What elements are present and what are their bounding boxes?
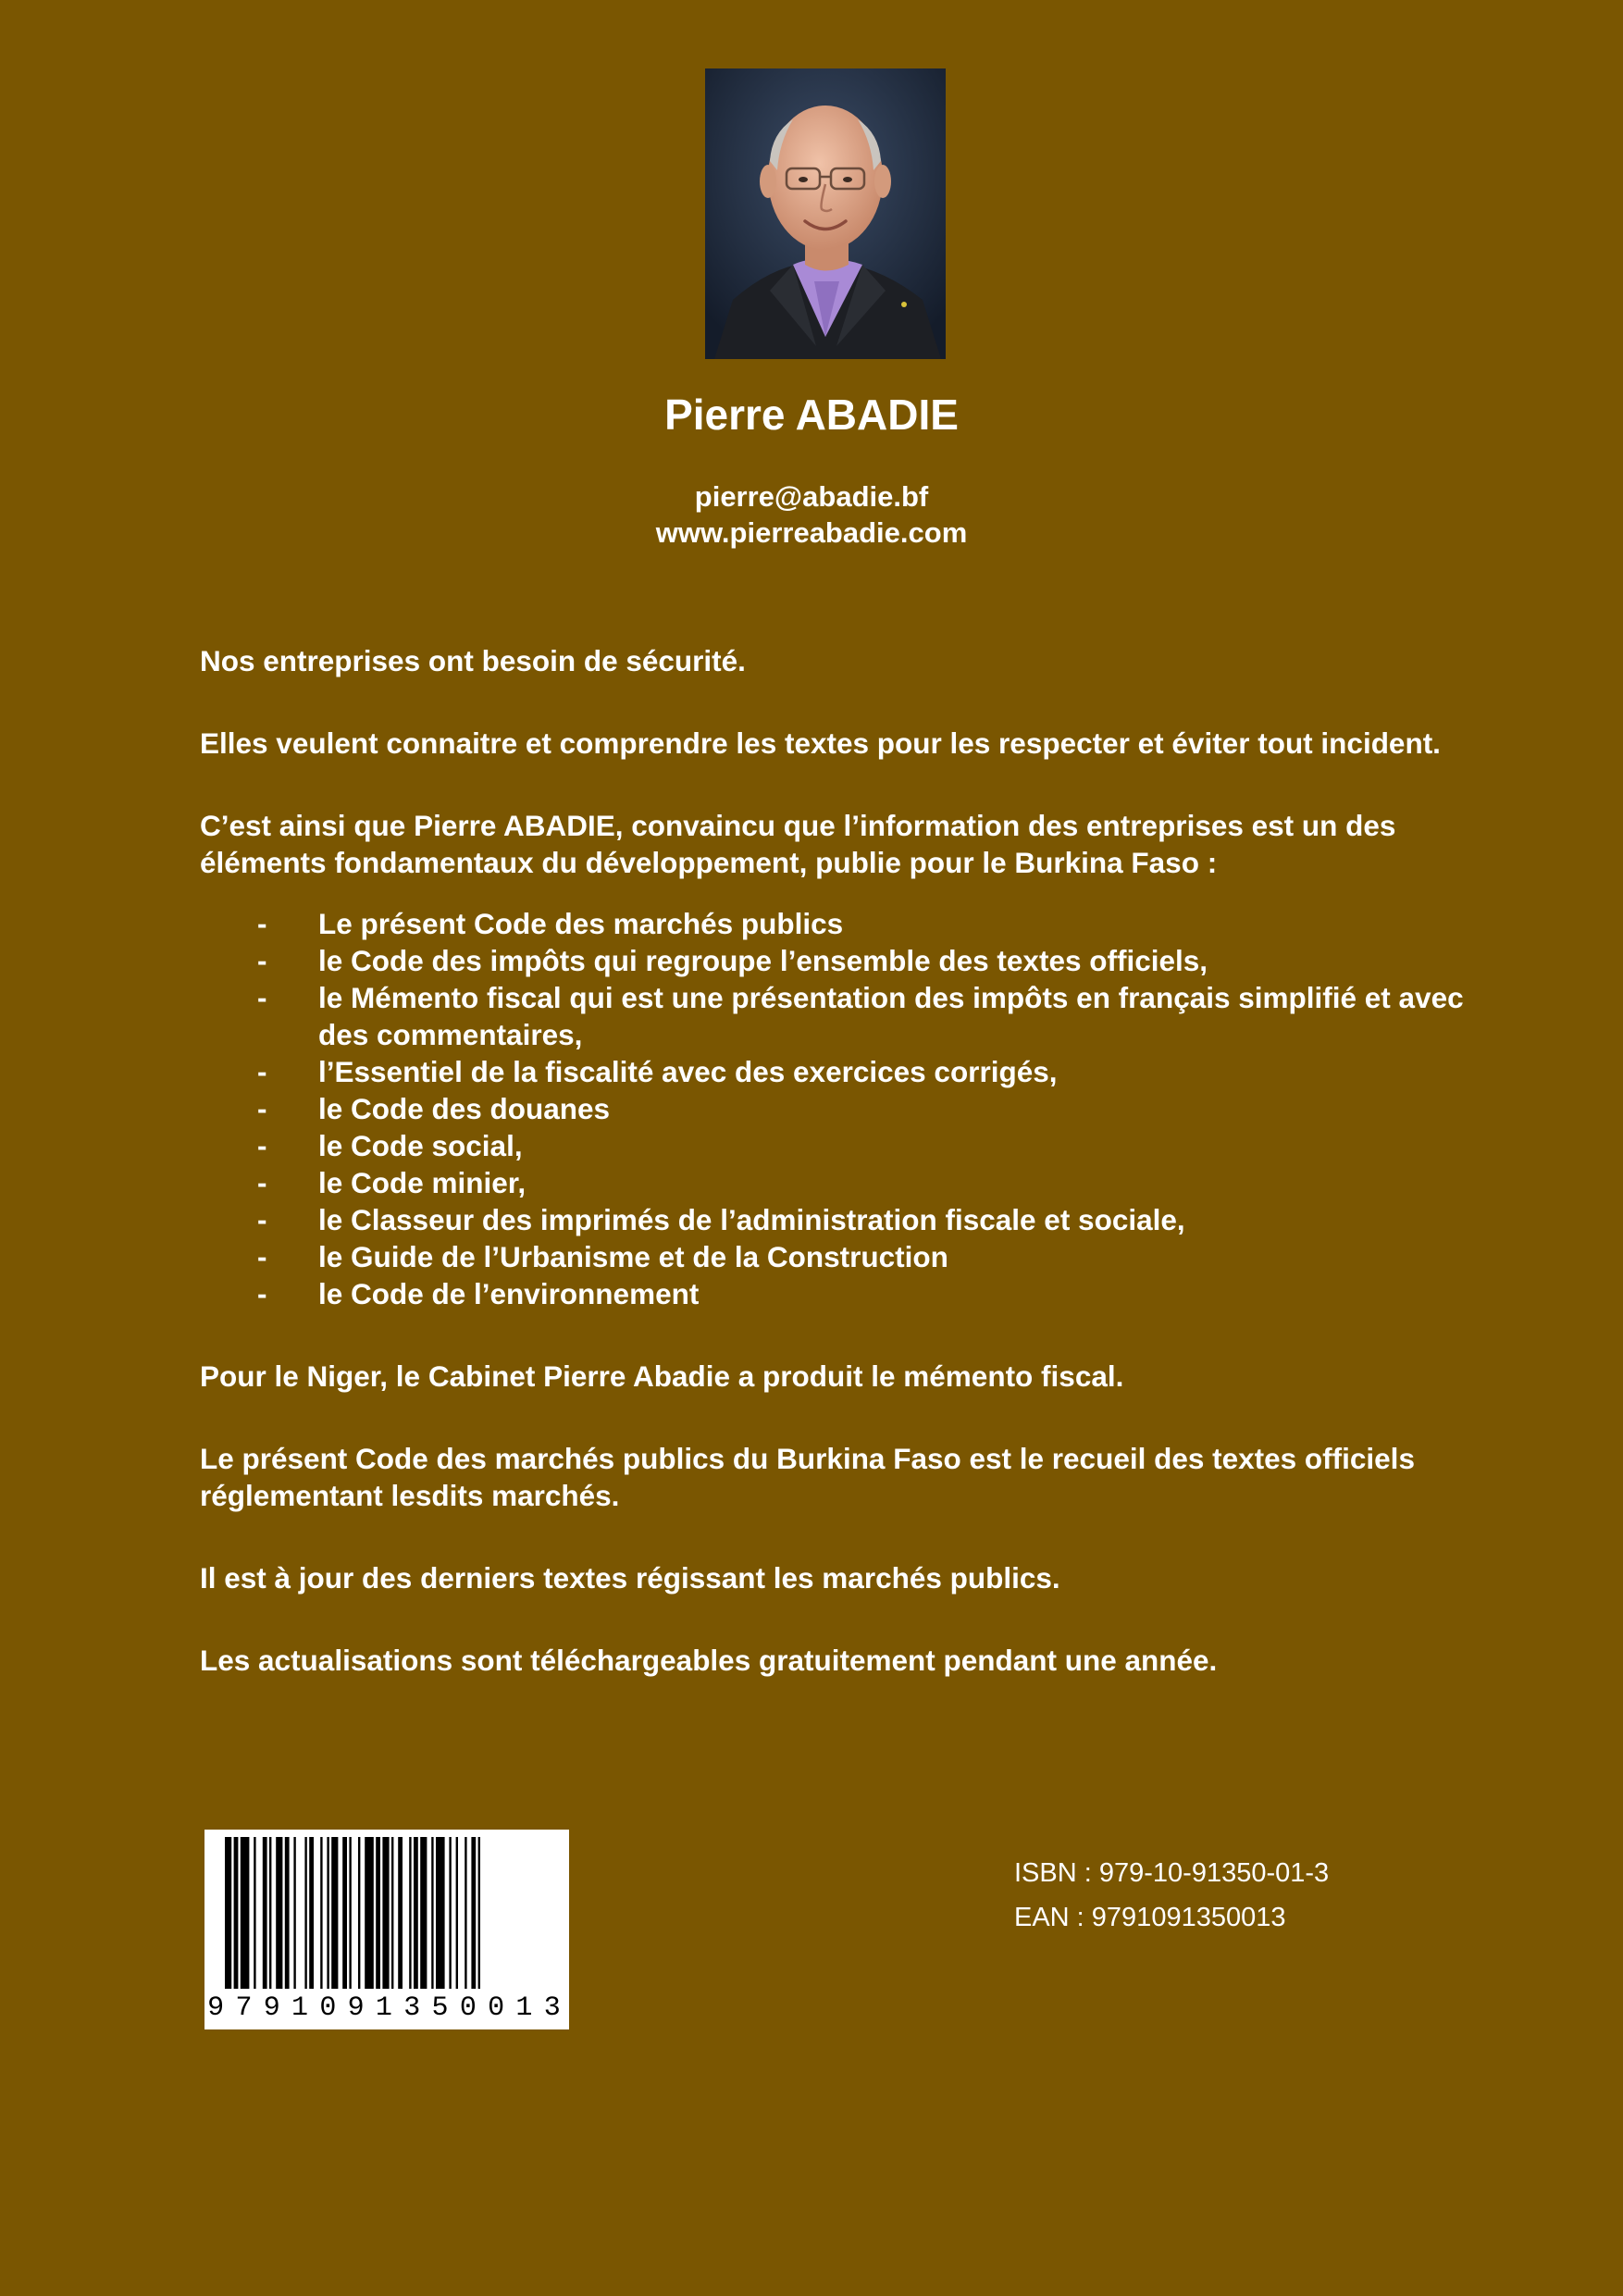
barcode-bar bbox=[342, 1837, 347, 1989]
paragraph-publications-intro: C’est ainsi que Pierre ABADIE, convaincu que l’information des entreprises est un des éléments fondamentaux du développement, publie pour le Burkina Faso : bbox=[200, 809, 1396, 879]
author-portrait bbox=[705, 68, 946, 359]
barcode-bar bbox=[320, 1837, 322, 1989]
barcode-digit: 9 bbox=[207, 1992, 230, 2024]
list-dash: - bbox=[257, 1092, 267, 1125]
paragraph-security: Nos entreprises ont besoin de sécurité. bbox=[200, 644, 746, 677]
barcode-bar bbox=[414, 1837, 418, 1989]
barcode-bar bbox=[309, 1837, 314, 1989]
list-item: - le Classeur des imprimés de l’administration fiscale et sociale, bbox=[257, 1203, 1185, 1236]
barcode-digit: 1 bbox=[291, 1992, 315, 2024]
barcode-bar bbox=[471, 1837, 476, 1989]
list-item: - le Code de l’environnement bbox=[257, 1277, 700, 1310]
barcode-bar bbox=[234, 1837, 239, 1989]
publications-list bbox=[200, 905, 1468, 1312]
barcode-bar bbox=[409, 1837, 411, 1989]
author-website: www.pierreabadie.com bbox=[655, 516, 968, 549]
barcode-bar bbox=[398, 1837, 403, 1989]
barcode-bar bbox=[382, 1837, 389, 1989]
barcode-bar bbox=[456, 1837, 458, 1989]
list-item: - le Code minier, bbox=[257, 1166, 527, 1199]
list-dash: - bbox=[257, 1166, 267, 1199]
barcode-bar bbox=[449, 1837, 451, 1989]
paragraph-updates: Les actualisations sont téléchargeables gratuitement pendant une année. bbox=[200, 1644, 1218, 1677]
list-item: - le Mémento fiscal qui est une présentation des impôts en français simplifié et avec des commentaires, bbox=[257, 981, 1464, 1051]
author-name: Pierre ABADIE bbox=[664, 391, 959, 439]
list-dash: - bbox=[257, 1240, 267, 1273]
barcode-bar bbox=[365, 1837, 374, 1989]
list-item: - Le présent Code des marchés publics bbox=[257, 907, 844, 940]
isbn-number: ISBN : 979-10-91350-01-3 bbox=[1014, 1858, 1330, 1888]
barcode-bar bbox=[241, 1837, 250, 1989]
isbn-block bbox=[1014, 1851, 1329, 1940]
list-item: - le Code social, bbox=[257, 1129, 523, 1162]
paragraph-niger: Pour le Niger, le Cabinet Pierre Abadie a produit le mémento fiscal. bbox=[200, 1359, 1124, 1393]
list-item: - le Code des impôts qui regroupe l’ensemble des textes officiels, bbox=[257, 944, 1208, 977]
list-dash: - bbox=[257, 907, 267, 940]
author-email: pierre@abadie.bf bbox=[694, 480, 929, 513]
paragraph-up-to-date: Il est à jour des derniers textes régissant les marchés publics. bbox=[200, 1561, 1060, 1595]
barcode-bar bbox=[436, 1837, 445, 1989]
barcode-digits bbox=[204, 1994, 569, 2022]
list-dash: - bbox=[257, 944, 267, 977]
list-item: - le Guide de l’Urbanisme et de la Construction bbox=[257, 1240, 948, 1273]
barcode-digit: 0 bbox=[459, 1992, 482, 2024]
barcode-digit: 0 bbox=[319, 1992, 342, 2024]
barcode-digit: 0 bbox=[488, 1992, 511, 2024]
barcode-bar bbox=[349, 1837, 351, 1989]
barcode-bar bbox=[269, 1837, 271, 1989]
barcode-bar bbox=[304, 1837, 306, 1989]
barcode-digit: 1 bbox=[375, 1992, 398, 2024]
barcode-bar bbox=[358, 1837, 360, 1989]
barcode-bar bbox=[376, 1837, 380, 1989]
barcode-bar bbox=[327, 1837, 328, 1989]
paragraph-code-description: Le présent Code des marchés publics du Burkina Faso est le recueil des textes officiels réglementant lesdits marchés. bbox=[200, 1442, 1415, 1512]
list-dash: - bbox=[257, 1203, 267, 1236]
ean-number: EAN : 9791091350013 bbox=[1014, 1903, 1286, 1932]
author-photo-icon bbox=[705, 68, 946, 359]
barcode-bar bbox=[276, 1837, 282, 1989]
barcode-bar bbox=[431, 1837, 433, 1989]
barcode-bar bbox=[478, 1837, 480, 1989]
ean-barcode bbox=[204, 1830, 569, 2029]
barcode-bar bbox=[465, 1837, 466, 1989]
barcode-digit: 9 bbox=[263, 1992, 286, 2024]
barcode-digit: 9 bbox=[347, 1992, 370, 2024]
list-item: - l’Essentiel de la fiscalité avec des exercices corrigés, bbox=[257, 1055, 1058, 1088]
back-cover-text bbox=[200, 642, 1468, 1724]
barcode-bar bbox=[420, 1837, 427, 1989]
barcode-digit: 7 bbox=[235, 1992, 258, 2024]
barcode-bar bbox=[285, 1837, 290, 1989]
barcode-digit: 1 bbox=[515, 1992, 539, 2024]
barcode-digit: 3 bbox=[403, 1992, 427, 2024]
list-dash: - bbox=[257, 1055, 267, 1088]
barcode-bar bbox=[391, 1837, 393, 1989]
barcode-bar bbox=[293, 1837, 295, 1989]
list-dash: - bbox=[257, 981, 267, 1014]
paragraph-understand-texts: Elles veulent connaitre et comprendre les textes pour les respecter et éviter tout incident. bbox=[200, 726, 1441, 760]
barcode-bar bbox=[263, 1837, 267, 1989]
list-dash: - bbox=[257, 1129, 267, 1162]
barcode-digit: 3 bbox=[543, 1992, 566, 2024]
barcode-bar bbox=[331, 1837, 338, 1989]
barcode-bar bbox=[254, 1837, 255, 1989]
list-item: - le Code des douanes bbox=[257, 1092, 611, 1125]
list-dash: - bbox=[257, 1277, 267, 1310]
barcode-bar bbox=[225, 1837, 231, 1989]
barcode-digit: 5 bbox=[431, 1992, 454, 2024]
